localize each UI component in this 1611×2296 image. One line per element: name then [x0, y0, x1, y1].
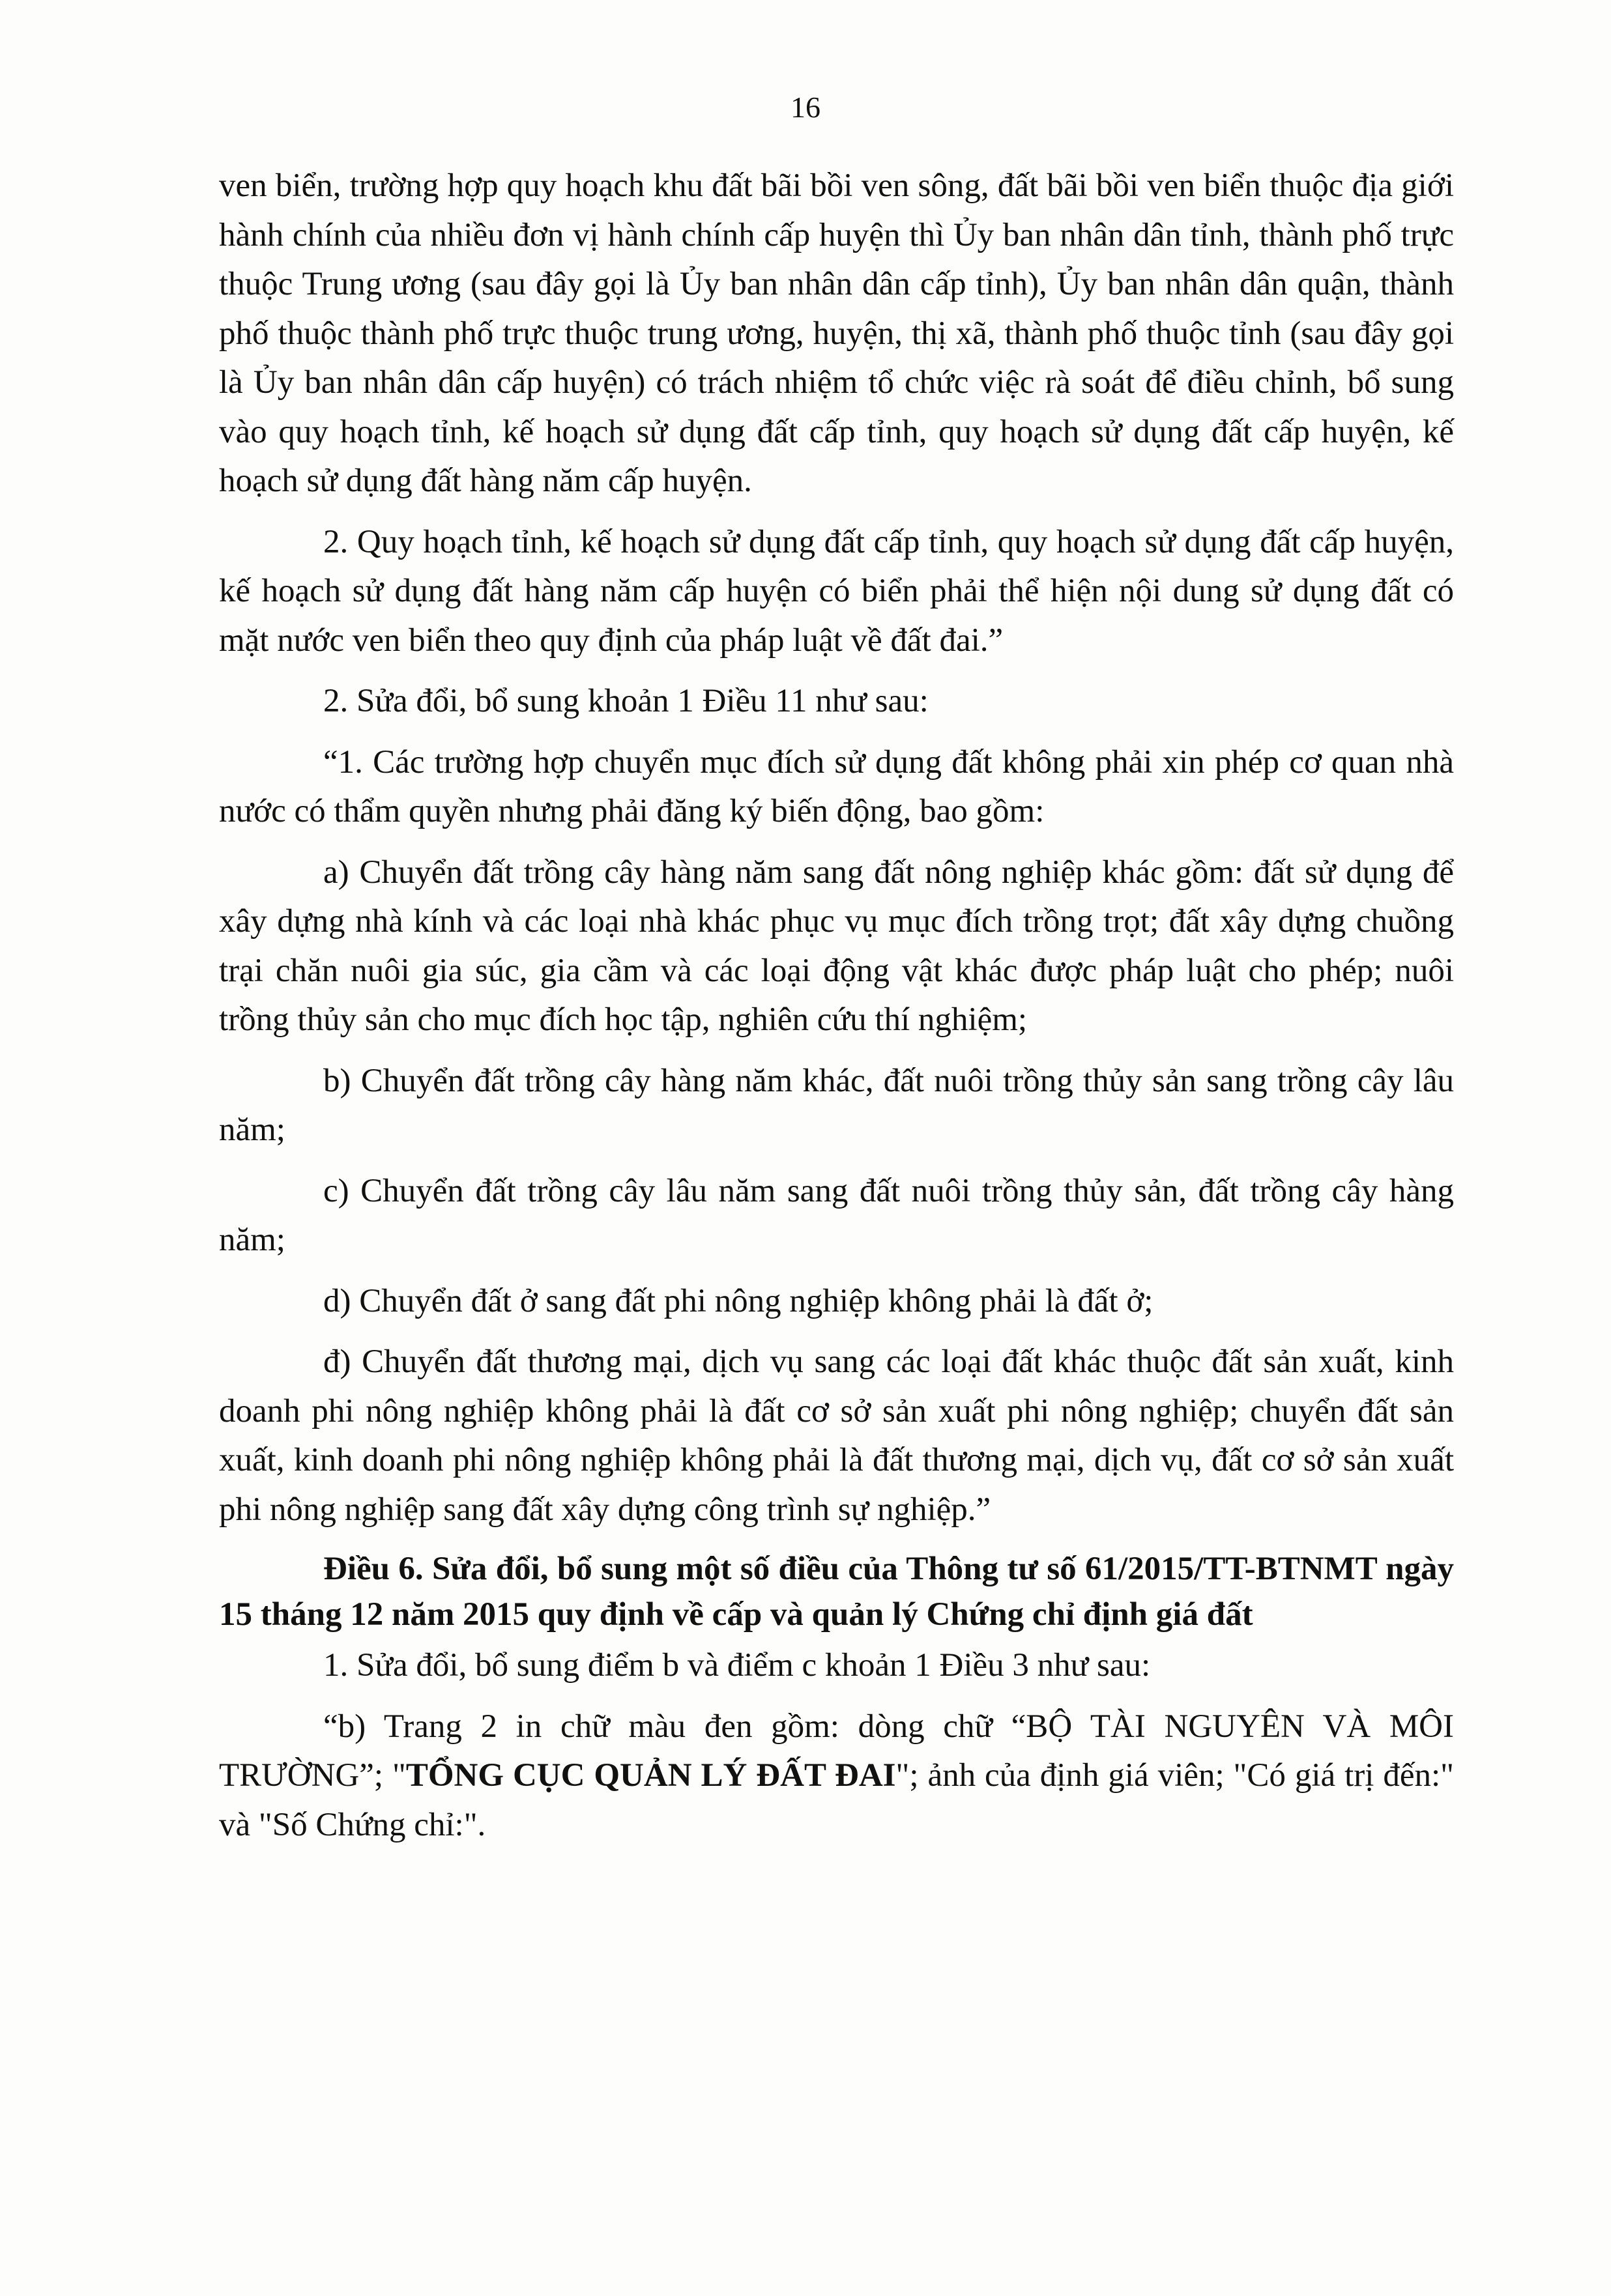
page-2-text-end: "; ảnh của định giá viên; "Có giá trị đến:" và "Số Chứng chỉ:". [219, 1757, 1454, 1843]
paragraph-amend-article-3: 1. Sửa đổi, bổ sung điểm b và điểm c khoản 1 Điều 3 như sau: [323, 1647, 1151, 1684]
list-item-dd: đ) Chuyển đất thương mại, dịch vụ sang các loại đất khác thuộc đất sản xuất, kinh doanh phi nông nghiệp không phải là đất cơ sở sản xuất phi nông nghiệp; chuyển đất sản xuất, kinh doanh phi nông nghiệp không phải là đất thương mại, dịch vụ, đất cơ sở sản xuất phi nông nghiệp sang đất xây dựng công trình sự nghiệp.” [219, 1343, 1454, 1528]
paragraph-continuation: ven biển, trường hợp quy hoạch khu đất bãi bồi ven sông, đất bãi bồi ven biển thuộc địa giới hành chính của nhiều đơn vị hành chính cấp huyện thì Ủy ban nhân dân tỉnh, thành phố trực thuộc Trung ương (sau đây gọi là Ủy ban nhân dân cấp tỉnh), Ủy ban nhân dân quận, thành phố thuộc thành phố trực thuộc trung ương, huyện, thị xã, thành phố thuộc tỉnh (sau đây gọi là Ủy ban nhân dân cấp huyện) có trách nhiệm tổ chức việc rà soát để điều chỉnh, bổ sung vào quy hoạch tỉnh, kế hoạch sử dụng đất cấp tỉnh, quy hoạch sử dụng đất cấp huyện, kế hoạch sử dụng đất hàng năm cấp huyện. [219, 167, 1454, 499]
list-item-b: b) Chuyển đất trồng cây hàng năm khác, đất nuôi trồng thủy sản sang trồng cây lâu năm; [219, 1062, 1454, 1148]
document-body [219, 162, 1454, 1861]
page-2-text-start: “b) Trang 2 in chữ màu đen gồm: dòng chữ “BỘ TÀI NGUYÊN VÀ MÔI TRƯỜNG”; " [219, 1708, 1454, 1794]
list-item-a: a) Chuyển đất trồng cây hàng năm sang đất nông nghiệp khác gồm: đất sử dụng để xây dựng nhà kính và các loại nhà khác phục vụ mục đích trồng trọt; đất xây dựng chuồng trại chăn nuôi gia súc, gia cầm và các loại động vật khác được pháp luật cho phép; nuôi trồng thủy sản cho mục đích học tập, nghiên cứu thí nghiệm; [219, 854, 1454, 1038]
list-item-d: d) Chuyển đất ở sang đất phi nông nghiệp không phải là đất ở; [323, 1282, 1154, 1319]
paragraph-cases-list-intro: “1. Các trường hợp chuyển mục đích sử dụng đất không phải xin phép cơ quan nhà nước có thẩm quyền nhưng phải đăng ký biến động, bao gồm: [219, 743, 1454, 829]
list-item-c: c) Chuyển đất trồng cây lâu năm sang đất nuôi trồng thủy sản, đất trồng cây hàng năm; [219, 1172, 1454, 1258]
page-2-bold-text: TỔNG CỤC QUẢN LÝ ĐẤT ĐAI [405, 1757, 896, 1794]
paragraph-amend-clause-1-article-11: 2. Sửa đổi, bổ sung khoản 1 Điều 11 như sau: [323, 683, 929, 719]
page-number: 16 [791, 91, 820, 124]
paragraph-clause-2: 2. Quy hoạch tỉnh, kế hoạch sử dụng đất cấp tỉnh, quy hoạch sử dụng đất cấp huyện, kế hoạch sử dụng đất hàng năm cấp huyện có biển phải thể hiện nội dung sử dụng đất có mặt nước ven biển theo quy định của pháp luật về đất đai.” [219, 523, 1454, 659]
article-6-heading: Điều 6. Sửa đổi, bổ sung một số điều của Thông tư số 61/2015/TT-BTNMT ngày 15 tháng 12 năm 2015 quy định về cấp và quản lý Chứng chỉ định giá đất [219, 1551, 1454, 1633]
paragraph-page-2-content [219, 1702, 1454, 1850]
